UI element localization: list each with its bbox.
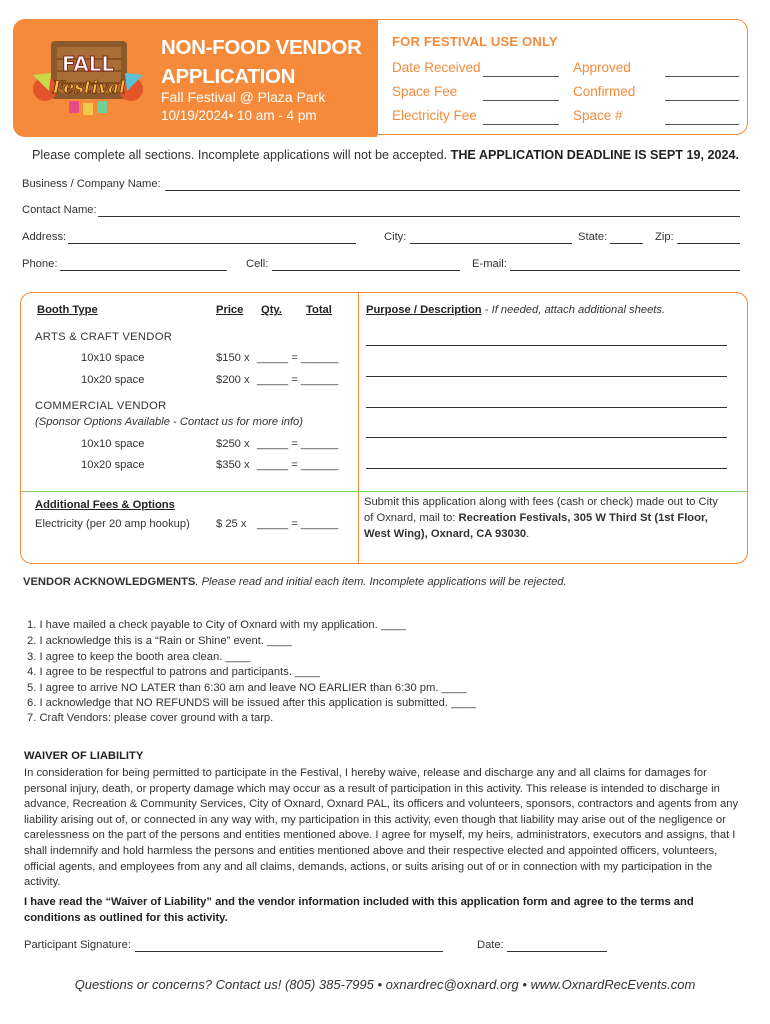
footer-contact: Questions or concerns? Contact us! (805) 385-7995 • oxnardrec@oxnard.org • www.OxnardRecEvents.com	[74, 977, 696, 992]
purpose-heading	[366, 304, 665, 316]
commercial-calc-1[interactable]: _____ = ______	[257, 438, 339, 450]
cell-input[interactable]	[272, 270, 460, 271]
office-use-title: FOR FESTIVAL USE ONLY	[392, 34, 558, 49]
svg-text:Festival: Festival	[52, 78, 126, 98]
approved-label: Approved	[573, 60, 631, 75]
contact-label: Contact Name:	[22, 204, 97, 216]
submit-address: Recreation Festivals, 305 W Third St (1st Floor, West Wing), Oxnard, CA 93030	[364, 512, 708, 540]
commercial-size-1: 10x10 space	[81, 438, 145, 450]
page-title: NON-FOOD VENDOR APPLICATION	[161, 36, 362, 88]
arts-price-1: $150 x	[216, 352, 250, 364]
confirmed-label: Confirmed	[573, 84, 636, 99]
state-label: State:	[578, 231, 608, 243]
phone-label: Phone:	[22, 258, 58, 270]
col-qty: Qty.	[261, 304, 282, 316]
commercial-price-2: $350 x	[216, 459, 250, 471]
electricity-label: Electricity (per 20 amp hookup)	[35, 518, 190, 530]
confirmed-line[interactable]	[665, 100, 739, 101]
business-input[interactable]	[165, 190, 740, 191]
purpose-line-3[interactable]	[366, 407, 727, 408]
ack-item-7: 7. Craft Vendors: please cover ground with a tarp.	[27, 712, 274, 724]
date-received-line[interactable]	[483, 76, 559, 77]
signature-label: Participant Signature:	[24, 939, 131, 951]
ack-item-3[interactable]: 3. I agree to keep the booth area clean. ____	[27, 651, 251, 663]
purpose-line-1[interactable]	[366, 345, 727, 346]
space-fee-line[interactable]	[483, 100, 559, 101]
city-input[interactable]	[410, 243, 572, 244]
instructions-text: Please complete all sections. Incomplete applications will not be accepted.	[32, 148, 451, 162]
date-received-label: Date Received	[392, 60, 481, 75]
date-input[interactable]	[507, 951, 607, 952]
header-banner	[13, 19, 377, 137]
commercial-title: COMMERCIAL VENDOR	[35, 400, 167, 412]
submit-instructions	[364, 494, 724, 542]
purpose-title: Purpose / Description	[366, 304, 482, 316]
submit-text: Submit this application along with fees (cash or check) made out to City of Oxnard, mail to:	[364, 496, 718, 524]
space-number-line[interactable]	[665, 124, 739, 125]
purpose-line-2[interactable]	[366, 376, 727, 377]
purpose-note: - If needed, attach additional sheets.	[481, 304, 666, 316]
arts-size-2: 10x20 space	[81, 374, 145, 386]
electricity-price: $ 25 x	[216, 518, 247, 530]
event-datetime: 10/19/2024• 10 am - 4 pm	[161, 108, 317, 123]
acknowledgments-heading	[23, 576, 567, 588]
state-input[interactable]	[610, 243, 643, 244]
arts-craft-title: ARTS & CRAFT VENDOR	[35, 331, 173, 343]
booth-divider	[358, 293, 359, 563]
zip-label: Zip:	[655, 231, 674, 243]
space-fee-label: Space Fee	[392, 84, 458, 99]
electricity-calc[interactable]: _____ = ______	[257, 518, 339, 530]
arts-size-1: 10x10 space	[81, 352, 145, 364]
col-booth-type: Booth Type	[37, 304, 98, 316]
office-use-box	[377, 19, 748, 135]
commercial-calc-2[interactable]: _____ = ______	[257, 459, 339, 471]
address-label: Address:	[22, 231, 67, 243]
cell-label: Cell:	[246, 258, 269, 270]
zip-input[interactable]	[677, 243, 740, 244]
space-number-label: Space #	[573, 108, 623, 123]
col-price: Price	[216, 304, 244, 316]
fall-festival-logo	[29, 31, 147, 127]
ack-item-5[interactable]: 5. I agree to arrive NO LATER than 6:30 am and leave NO EARLIER than 6:30 pm. ____	[27, 682, 467, 694]
date-label: Date:	[477, 939, 504, 951]
ack-item-2[interactable]: 2. I acknowledge this is a “Rain or Shine” event. ____	[27, 635, 292, 647]
purpose-line-5[interactable]	[366, 468, 727, 469]
commercial-size-2: 10x20 space	[81, 459, 145, 471]
ack-item-1[interactable]: 1. I have mailed a check payable to City of Oxnard with my application. ____	[27, 619, 406, 631]
col-total: Total	[306, 304, 332, 316]
business-label: Business / Company Name:	[22, 178, 161, 190]
instructions	[32, 148, 739, 162]
fees-divider	[21, 491, 747, 492]
approved-line[interactable]	[665, 76, 739, 77]
ack-title: VENDOR ACKNOWLEDGMENTS	[23, 576, 196, 588]
email-input[interactable]	[510, 270, 740, 271]
contact-input[interactable]	[98, 216, 740, 217]
fees-title: Additional Fees & Options	[35, 499, 175, 511]
booth-section	[20, 292, 748, 564]
commercial-price-1: $250 x	[216, 438, 250, 450]
event-location: Fall Festival @ Plaza Park	[161, 89, 326, 105]
deadline-text: THE APPLICATION DEADLINE IS SEPT 19, 2024.	[450, 148, 739, 162]
electricity-fee-line[interactable]	[483, 124, 559, 125]
signature-input[interactable]	[135, 951, 443, 952]
electricity-fee-label: Electricity Fee	[392, 108, 477, 123]
commercial-note: (Sponsor Options Available - Contact us for more info)	[35, 416, 304, 428]
svg-text:FALL: FALL	[61, 52, 115, 76]
ack-item-4[interactable]: 4. I agree to be respectful to patrons and participants. ____	[27, 666, 320, 678]
submit-end: .	[526, 528, 530, 540]
email-label: E-mail:	[472, 258, 507, 270]
arts-calc-2[interactable]: _____ = ______	[257, 374, 339, 386]
header	[13, 19, 748, 137]
arts-price-2: $200 x	[216, 374, 250, 386]
ack-note: . Please read and initial each item. Incomplete applications will be rejected.	[195, 576, 567, 588]
ack-item-6[interactable]: 6. I acknowledge that NO REFUNDS will be issued after this application is submitted. ____	[27, 697, 476, 709]
purpose-line-4[interactable]	[366, 437, 727, 438]
waiver-title: WAIVER OF LIABILITY	[24, 750, 144, 762]
waiver-body: In consideration for being permitted to participate in the Festival, I hereby waive, release and discharge any and all claims for damages for personal injury, death, or property damage which may occur as a result of participation in this activity. This release is intended to discharge in advance, Recreation & Community Services, City of Oxnard, Oxnard PAL, its officers and volunteers, sponsors, contractors and agents from any liability arising out of, or connected in any way with, my participation in this activity, even though that liability may arise out of the negligence or carelessness on the part of the persons and entities mentioned above. I agree for myself, my heirs, administrators, executors and assigns, that I shall indemnify and hold harmless the persons and entities mentioned above and their respective elected and appointed officers, volunteers, official agents, and employees from any and all claims, demands, actions, or suits arising out of or in connection with my participation in the activity.	[24, 767, 739, 889]
arts-calc-1[interactable]: _____ = ______	[257, 352, 339, 364]
city-label: City:	[384, 231, 407, 243]
phone-input[interactable]	[60, 270, 227, 271]
waiver-agreement: I have read the “Waiver of Liability” and the vendor information included with this application form and agree to the terms and conditions as outlined for this activity.	[24, 896, 694, 924]
address-input[interactable]	[68, 243, 356, 244]
